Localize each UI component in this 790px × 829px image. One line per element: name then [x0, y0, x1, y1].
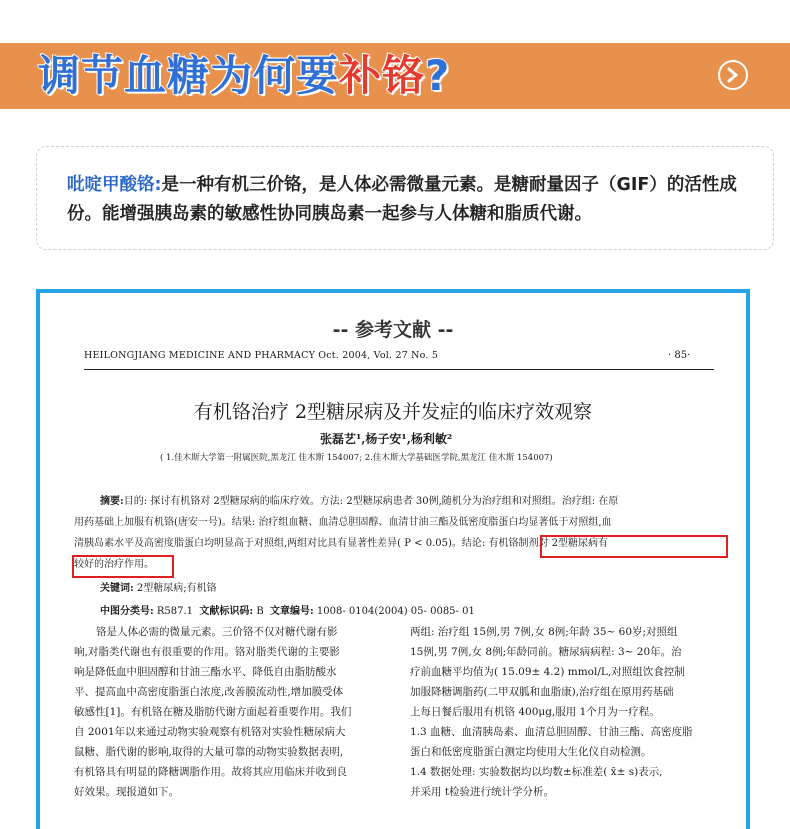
chevron-right-circle-icon[interactable]: [718, 60, 748, 90]
banner-title: [38, 51, 450, 101]
abstract-line: 较好的治疗作用。: [74, 559, 154, 570]
intro-paragraph: [67, 171, 757, 229]
body-line: 加服降糖调脂药(二甲双胍和血脂康),治疗组在原用药基础: [410, 686, 674, 698]
body-left-column: [74, 622, 384, 802]
body-line: 疗前血糖平均值为( 15.09± 4.2) mmol/L,对照组饮食控制: [410, 666, 685, 678]
body-right-column: [410, 622, 720, 802]
intro-term: 吡啶甲酸铬:: [67, 175, 162, 195]
body-line: 平、提高血中高密度脂蛋白浓度,改善膜流动性,增加膜受体: [74, 686, 344, 698]
body-line: 自 2001年以来通过动物实验观察有机铬对实验性糖尿病大: [74, 726, 346, 738]
body-line: 敏感性[1]。有机铬在糖及脂肪代谢方面起着重要作用。我们: [74, 706, 352, 718]
banner-title-end: ?: [425, 51, 451, 100]
abstract-line: 清胰岛素水平及高密度脂蛋白均明显高于对照组,两组对比具有显著性差异( P < 0.05)。结论: 有机铬制剂对 2型糖尿病有: [74, 538, 608, 549]
body-line: 响是降低血中胆固醇和甘油三酯水平、降低自由脂肪酸水: [74, 666, 337, 678]
keywords-label: 关键词:: [100, 583, 134, 594]
keywords: [100, 579, 217, 594]
article-affiliation: ( 1.佳木斯大学第一附属医院,黑龙江 佳木斯 154007; 2.佳木斯大学基础医学院,黑龙江 佳木斯 154007): [160, 453, 553, 463]
body-line: 蛋白和低密度脂蛋白测定均使用大生化仪自动检测。: [410, 746, 652, 758]
body-line: 鼠糖、脂代谢的影响,取得的大量可靠的动物实验数据表明,: [74, 746, 344, 758]
abstract-line: 用药基础上加服有机铬(唐安一号)。结果: 治疗组血糖、血清总胆固醇、血清甘油三酯及低密度脂蛋白均显著低于对照组,血: [74, 517, 612, 528]
classification-line: 中图分类号: R587.1 文献标识码: B 文章编号: 1008- 0104(2004) 05- 0085- 01: [100, 606, 475, 617]
banner-title-highlight: 补铬: [339, 51, 426, 100]
page-number: · 85·: [668, 350, 691, 361]
conclusion-highlight-box: [72, 555, 174, 578]
body-line: 响,对脂类代谢也有很重要的作用。铬对脂类代谢的主要影: [74, 646, 340, 658]
body-line: 两组: 治疗组 15例,男 7例,女 8例;年龄 35~ 60岁;对照组: [410, 626, 678, 638]
header-banner: [0, 43, 790, 109]
body-line: 铬是人体必需的微量元素。三价铬不仅对糖代谢有影: [96, 626, 338, 638]
body-line: 上每日餐后服用有机铬 400μg,服用 1个月为一疗程。: [410, 706, 660, 718]
reference-heading: -- 参考文献 --: [332, 319, 454, 341]
body-line: 15例,男 7例,女 8例;年龄同前。糖尿病病程: 3~ 20年。治: [410, 646, 682, 658]
body-line: 有机铬具有明显的降糖调脂作用。故将其应用临床并收到良: [74, 766, 347, 778]
body-line: 并采用 t检验进行统计学分析。: [410, 786, 555, 798]
body-line: 好效果。现报道如下。: [74, 786, 179, 798]
body-line: 1.3 血糖、血清胰岛素、血清总胆固醇、甘油三酯、高密度脂: [410, 726, 693, 738]
article-authors: 张磊艺¹,杨子安¹,杨利敏²: [320, 432, 453, 446]
journal-line: HEILONGJIANG MEDICINE AND PHARMACY Oct. 2004, Vol. 27 No. 5: [84, 350, 439, 361]
intro-text: 是一种有机三价铬，是人体必需微量元素。是糖耐量因子（GIF）的活性成份。能增强胰岛素的敏感性协同胰岛素一起参与人体糖和脂质代谢。: [67, 175, 737, 224]
body-line: 1.4 数据处理: 实验数据均以均数±标准差( x̄± s)表示,: [410, 766, 663, 778]
abstract-label: 摘要:: [100, 496, 124, 507]
intro-box: [36, 146, 774, 250]
reference-frame: [36, 289, 750, 829]
article-title: 有机铬治疗 2型糖尿病及并发症的临床疗效观察: [193, 401, 593, 423]
keywords-value: 2型糖尿病;有机铬: [136, 583, 217, 594]
abstract-line: 摘要:目的: 探讨有机铬对 2型糖尿病的临床疗效。方法: 2型糖尿病患者 30例,随机分为治疗组和对照组。治疗组: 在原: [100, 496, 619, 507]
header-rule: [84, 369, 714, 370]
banner-title-main: 调节血糖为何要: [38, 51, 340, 100]
conclusion-highlight-box: [540, 535, 728, 558]
